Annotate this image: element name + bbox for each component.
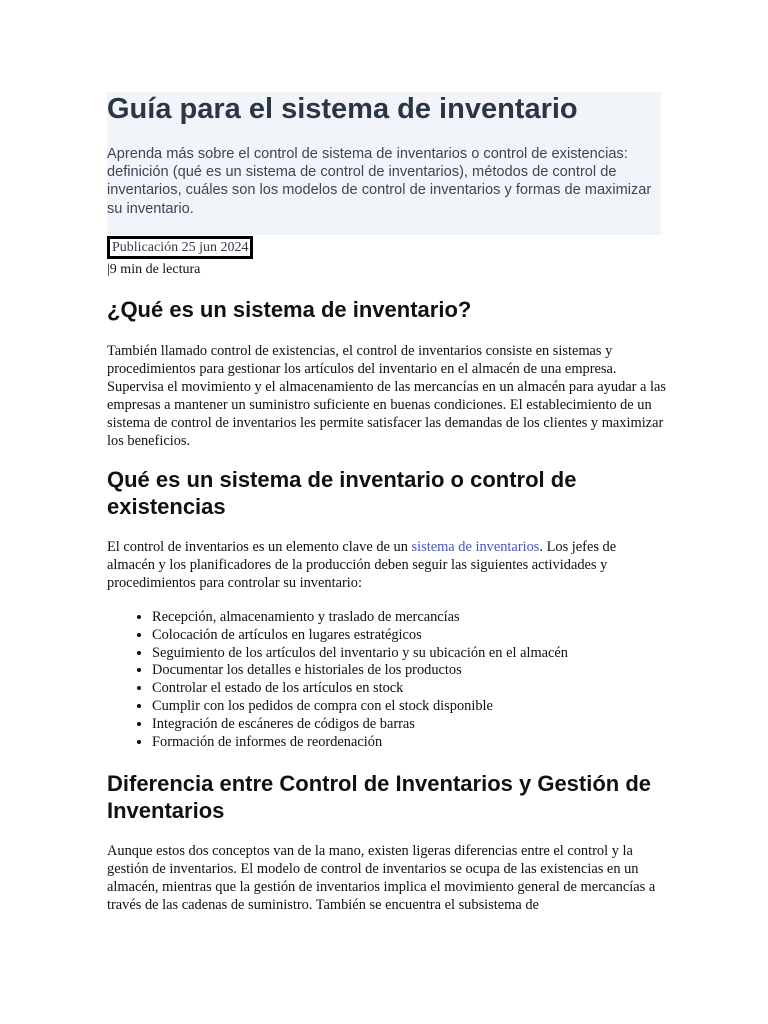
section-body-difference: Aunque estos dos conceptos van de la mano, existen ligeras diferencias entre el control y la gestión de inventarios. El modelo de control de inventarios se ocupa de las existencias en un almacén, mientras que la gestión de inventarios implica el movimiento general de mercancías a través de las cadenas de suministro. También se encuentra el subsistema de <box>107 843 656 913</box>
section-body-what-is: También llamado control de existencias, el control de inventarios consiste en sistemas y procedimientos para gestionar los artículos del inventario en el almacén de una empresa. Supervisa el movimiento y el almacenamiento de las mercancías en un almacén para ayudar a las empresas a mantener un suministro suficiente en buenas condiciones. El establecimiento de un sistema de control de inventarios les permite satisfacer las demandas de los clientes y maximizar los beneficios. <box>107 343 667 449</box>
publication-date[interactable]: Publicación 25 jun 2024 <box>107 236 253 259</box>
section-heading-difference: Diferencia entre Control de Inventarios y Gestión de Inventarios <box>107 771 652 823</box>
inventory-activities-list <box>107 609 712 751</box>
article-summary: Aprenda más sobre el control de sistema de inventarios o control de existencias: definición (qué es un sistema de control de inventarios), métodos de control de inventarios, cuáles son los modelos de control de inventarios y formas de maximizar su inventario. <box>107 146 652 217</box>
section-body-control-existencias <box>107 538 667 592</box>
section-heading-what-is: ¿Qué es un sistema de inventario? <box>107 297 472 322</box>
body-text: El control de inventarios es un elemento clave de un <box>107 539 412 555</box>
list-item: • Colocación de artículos en lugares estratégicos <box>152 627 712 645</box>
list-item: • Integración de escáneres de códigos de barras <box>152 716 712 734</box>
body-text: . Los jefes de almacén y los planificadores de la producción deben seguir las siguientes actividades y procedimientos para controlar su inventario: <box>107 539 617 591</box>
list-item: • Documentar los detalles e historiales de los productos <box>152 662 712 680</box>
read-time: |9 min de lectura <box>107 262 201 277</box>
list-item: • Cumplir con los pedidos de compra con el stock disponible <box>152 698 712 716</box>
list-item: • Recepción, almacenamiento y traslado de mercancías <box>152 609 712 627</box>
list-item: • Formación de informes de reordenación <box>152 734 712 752</box>
page-title: Guía para el sistema de inventario <box>107 93 578 125</box>
article-header <box>107 92 661 235</box>
inventory-system-link[interactable]: sistema de inventarios <box>411 539 540 555</box>
section-heading-control-existencias: Qué es un sistema de inventario o control de existencias <box>107 467 577 519</box>
list-item: • Seguimiento de los artículos del inventario y su ubicación en el almacén <box>152 645 712 663</box>
list-item: • Controlar el estado de los artículos en stock <box>152 680 712 698</box>
